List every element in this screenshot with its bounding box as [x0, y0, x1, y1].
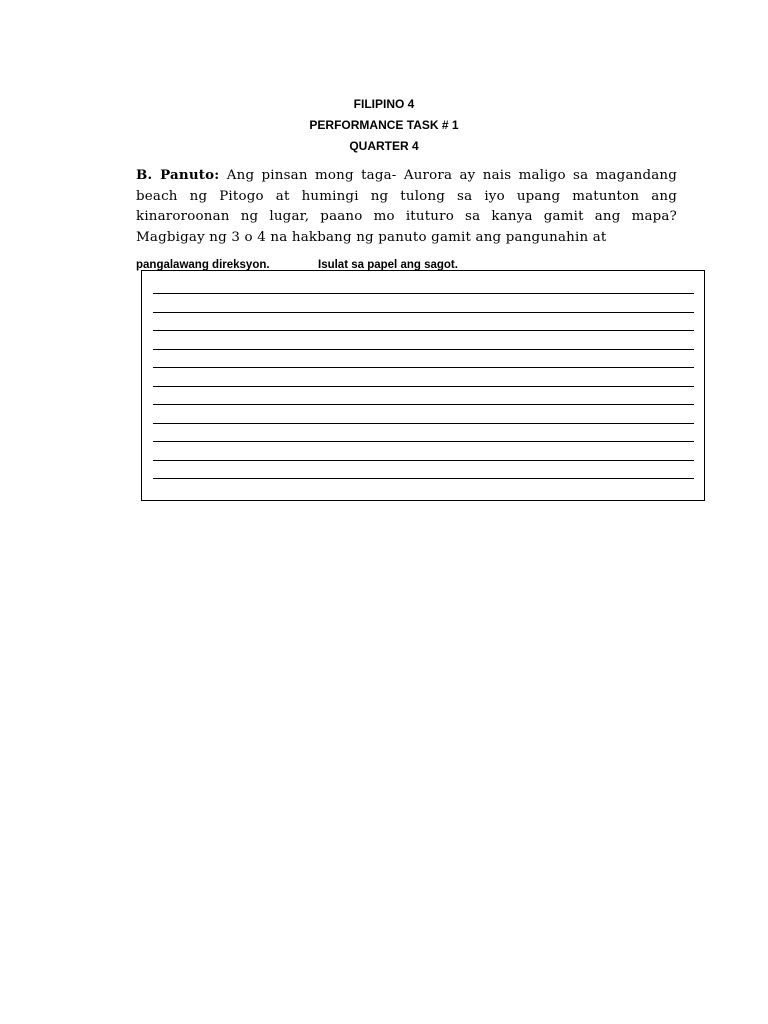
answer-line	[153, 312, 694, 313]
answer-line	[153, 423, 694, 424]
instructions-note: Isulat sa papel ang sagot.	[318, 259, 458, 271]
instructions-paragraph	[136, 165, 677, 248]
instructions-continuation: pangalawang direksyon.	[136, 259, 270, 271]
answer-line	[153, 293, 694, 294]
task-title: PERFORMANCE TASK # 1	[309, 118, 459, 132]
answer-line	[153, 441, 694, 442]
answer-line	[153, 330, 694, 331]
instructions-block	[136, 165, 677, 248]
document-header	[0, 94, 768, 157]
answer-line	[153, 460, 694, 461]
instructions-label: B. Panuto:	[136, 167, 220, 183]
answer-line	[153, 367, 694, 368]
quarter-title: QUARTER 4	[349, 139, 419, 153]
answer-line	[153, 404, 694, 405]
subject-title: FILIPINO 4	[353, 97, 415, 111]
instructions-text: Ang pinsan mong taga- Aurora ay nais maligo sa magandang beach ng Pitogo at humingi ng tulong sa iyo upang matunton ang kinaroroonan ng lugar, paano mo ituturo sa kanya gamit ang mapa? Magbigay ng 3 o 4 na hakbang ng panuto gamit ang pangunahin at	[136, 168, 678, 245]
answer-line	[153, 386, 694, 387]
answer-line	[153, 349, 694, 350]
answer-line	[153, 478, 694, 479]
answer-box[interactable]	[141, 270, 705, 501]
